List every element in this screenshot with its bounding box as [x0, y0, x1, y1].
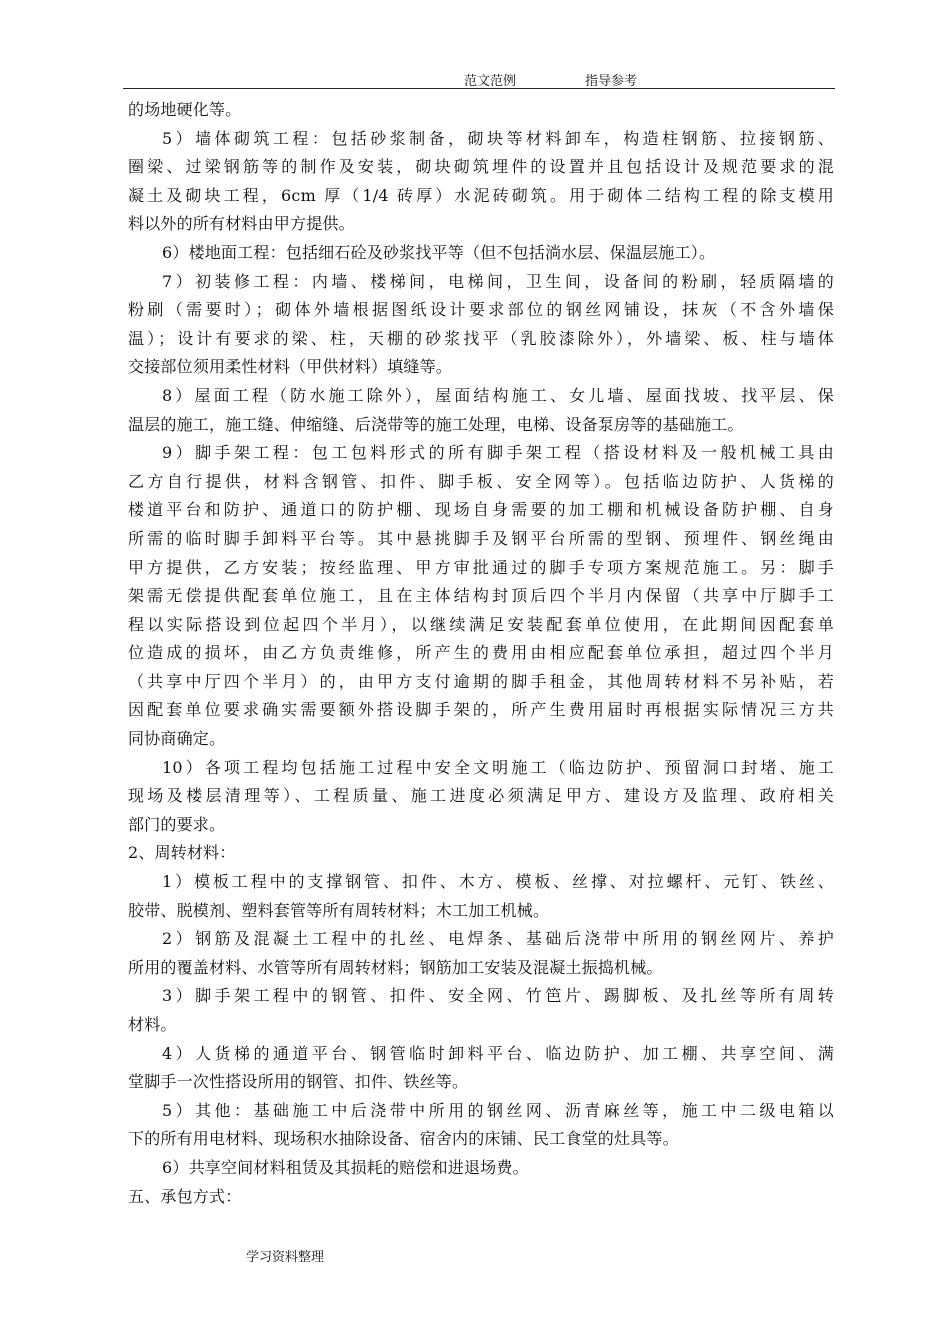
text-line: 部门的要求。: [128, 814, 226, 834]
text-line: 架需无偿提供配套单位施工，且在主体结构封顶后四个半月内保留（共享中厅脚手工: [128, 586, 834, 606]
page-footer: 学习资料整理: [246, 1250, 325, 1265]
text-line: 圈梁、过梁钢筋等的制作及安装，砌块砌筑埋件的设置并且包括设计及规范要求的混: [128, 157, 834, 177]
text-line: 9）脚手架工程：包工包料形式的所有脚手架工程（搭设材料及一般机械工具由: [162, 443, 834, 463]
text-line: 6）楼地面工程：包括细石砼及砂浆找平等（但不包括淌水层、保温层施工）。: [162, 242, 716, 262]
text-line: 的场地硬化等。: [128, 100, 242, 119]
section-heading: 五、承包方式：: [128, 1186, 242, 1206]
text-line: 7）初装修工程：内墙、楼梯间，电梯间，卫生间，设备间的粉刷，轻质隔墙的: [162, 271, 834, 291]
text-line: （共享中厅四个半月）的，由甲方支付逾期的脚手租金，其他周转材料不另补贴，若: [128, 671, 834, 691]
text-line: 程以实际搭设到位起四个半月），以继续满足安装配套单位使用，在此期间因配套单: [128, 614, 834, 634]
text-line: 位造成的损坏，由乙方负责维修，所产生的费用由相应配套单位承担，超过四个半月: [128, 643, 834, 663]
header-label-left: 范文范例: [464, 74, 517, 89]
section-heading: 2、周转材料：: [128, 843, 236, 863]
text-line: 材料。: [128, 1015, 177, 1034]
text-line: 温）；设计有要求的梁、柱，天棚的砂浆找平（乳胶漆除外），外墙梁、板、柱与墙体: [128, 328, 834, 348]
text-line: 下的所有用电材料、现场积水抽除设备、宿舍内的床铺、民工食堂的灶具等。: [128, 1129, 679, 1149]
text-line: 2）钢筋及混凝土工程中的扎丝、电焊条、基础后浇带中所用的钢丝网片、养护: [162, 929, 834, 949]
text-line: 乙方自行提供，材料含钢管、扣件、脚手板、安全网等）。包括临边防护、人货梯的: [128, 471, 834, 491]
text-line: 胶带、脱模剂、塑料套管等所有周转材料；木工加工机械。: [128, 900, 550, 920]
header-label-right: 指导参考: [585, 74, 638, 89]
text-line: 交接部位须用柔性材料（甲供材料）填缝等。: [128, 357, 453, 377]
text-line: 5）墙体砌筑工程：包括砂浆制备，砌块等材料卸车，构造柱钢筋、拉接钢筋、: [162, 128, 834, 148]
document-body: [128, 96, 834, 1211]
text-line: 6）共享空间材料租赁及其损耗的赔偿和进退场费。: [162, 1157, 529, 1177]
text-line: 粉刷（需要时）；砌体外墙根据图纸设计要求部位的钢丝网铺设，抹灰（不含外墙保: [128, 300, 834, 320]
text-line: 1）模板工程中的支撑钢管、扣件、木方、模板、丝撑、对拉螺杆、元钉、铁丝、: [162, 872, 834, 892]
text-line: 凝土及砌块工程，6cm 厚（1/4 砖厚）水泥砖砌筑。用于砌体二结构工程的除支模用: [128, 185, 834, 205]
text-line: 现场及楼层清理等）、工程质量、施工进度必须满足甲方、建设方及监理、政府相关: [128, 786, 834, 806]
text-line: 10）各项工程均包括施工过程中安全文明施工（临边防护、预留洞口封堵、施工: [162, 757, 834, 777]
text-line: 楼道平台和防护、通道口的防护棚、现场自身需要的加工棚和机械设备防护棚、自身: [128, 500, 834, 520]
page-header: [123, 68, 835, 89]
text-line: 3）脚手架工程中的钢管、扣件、安全网、竹笆片、踢脚板、及扎丝等所有周转: [162, 986, 834, 1006]
text-line: 因配套单位要求确实需要额外搭设脚手架的，所产生费用届时再根据实际情况三方共: [128, 700, 834, 720]
text-line: 料以外的所有材料由甲方提供。: [128, 214, 355, 234]
text-line: 甲方提供，乙方安装；按经监理、甲方审批通过的脚手专项方案规范施工。另：脚手: [128, 557, 834, 577]
text-line: 4）人货梯的通道平台、钢管临时卸料平台、临边防护、加工棚、共享空间、满: [162, 1043, 834, 1063]
text-line: 温层的施工，施工缝、伸缩缝、后浇带等的施工处理，电梯、设备泵房等的基础施工。: [128, 414, 744, 434]
text-line: 所用的覆盖材料、水管等所有周转材料；钢筋加工安装及混凝土振捣机械。: [128, 957, 663, 977]
text-line: 同协商确定。: [128, 729, 226, 749]
text-line: 所需的临时脚手卸料平台等。其中悬挑脚手及钢平台所需的型钢、预埋件、钢丝绳由: [128, 528, 834, 548]
text-line: 5）其他：基础施工中后浇带中所用的钢丝网、沥青麻丝等，施工中二级电箱以: [162, 1100, 834, 1120]
text-line: 8）屋面工程（防水施工除外），屋面结构施工、女儿墙、屋面找坡、找平层、保: [162, 385, 834, 405]
text-line: 堂脚手一次性搭设所用的钢管、扣件、铁丝等。: [128, 1072, 469, 1092]
